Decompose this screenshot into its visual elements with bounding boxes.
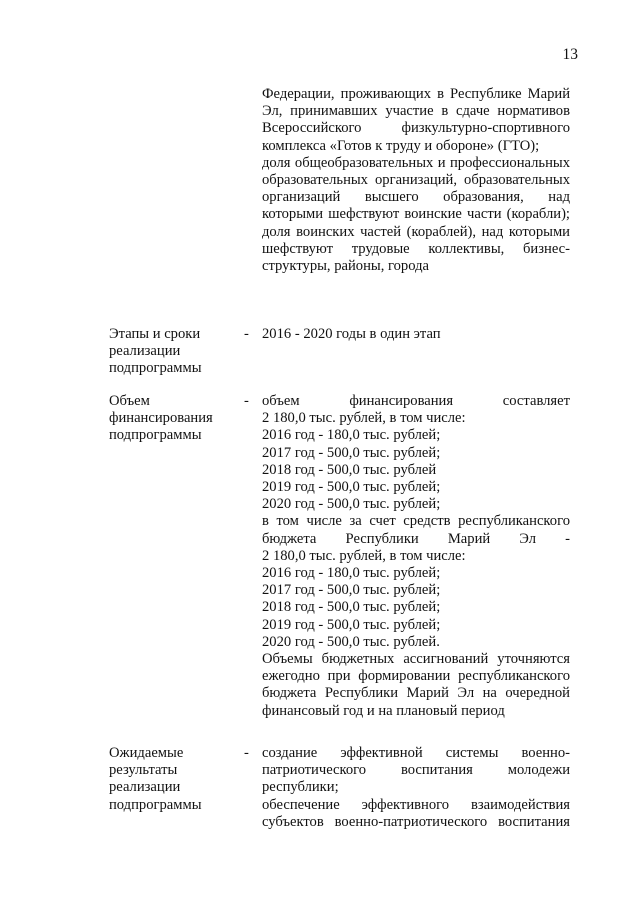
- financing-year-2016: 2016 год - 180,0 тыс. рублей;: [262, 427, 441, 444]
- financing-republic-year-2019: 2019 год - 500,0 тыс. рублей;: [262, 616, 441, 633]
- financing-republic-year-2018: 2018 год - 500,0 тыс. рублей;: [262, 599, 441, 616]
- row-content-results: [262, 745, 570, 831]
- intro-paragraph-1: Федерации, проживающих в Республике Марий Эл, принимавших участие в сдаче нормативов Всероссийского физкультурно-спортивного комплекса «Готов к труду и обороне» (ГТО);: [262, 86, 570, 154]
- intro-content: [262, 86, 570, 275]
- financing-year-2017: 2017 год - 500,0 тыс. рублей;: [262, 444, 441, 461]
- financing-lead: объем финансирования составляет: [262, 393, 570, 409]
- financing-year-2018: 2018 год - 500,0 тыс. рублей: [262, 461, 437, 478]
- financing-republic-funds: в том числе за счет средств республиканского бюджета Республики Марий Эл -: [262, 513, 570, 547]
- financing-note: Объемы бюджетных ассигнований уточняются ежегодно при формировании республиканского бюджета Республики Марий Эл на очередной финансовый год и на плановый период: [262, 651, 570, 719]
- financing-republic-total: 2 180,0 тыс. рублей, в том числе:: [262, 547, 466, 564]
- row-dash-results: -: [244, 745, 249, 761]
- row-dash-financing: -: [244, 393, 249, 409]
- row-label-stages: Этапы и сроки реализации подпрограммы: [109, 326, 202, 377]
- intro-paragraph-2: доля общеобразовательных и профессиональных образовательных организаций, образовательных организаций высшего образования, над которыми шефствуют воинские части (корабли);: [262, 154, 570, 223]
- results-paragraph-1: создание эффективной системы военно-патриотического воспитания молодежи республики;: [262, 745, 570, 796]
- row-label-results: Ожидаемые результаты реализации подпрограммы: [109, 745, 202, 813]
- financing-republic-year-2017: 2017 год - 500,0 тыс. рублей;: [262, 582, 441, 599]
- financing-year-2020: 2020 год - 500,0 тыс. рублей;: [262, 496, 441, 513]
- financing-year-2019: 2019 год - 500,0 тыс. рублей;: [262, 479, 441, 496]
- financing-republic-year-2020: 2020 год - 500,0 тыс. рублей.: [262, 633, 440, 650]
- financing-total: 2 180,0 тыс. рублей, в том числе:: [262, 410, 466, 427]
- row-content-stages: [262, 326, 570, 343]
- row-content-financing: [262, 393, 570, 720]
- stages-text: 2016 - 2020 годы в один этап: [262, 326, 441, 342]
- row-dash-stages: -: [244, 326, 249, 342]
- financing-republic-year-2016: 2016 год - 180,0 тыс. рублей;: [262, 565, 441, 582]
- results-paragraph-2: обеспечение эффективного взаимодействия субъектов военно-патриотического воспитания: [262, 796, 570, 830]
- page-number: 13: [562, 46, 578, 63]
- intro-paragraph-3: доля воинских частей (кораблей), над которыми шефствуют трудовые коллективы, бизнес-структуры, районы, города: [262, 223, 570, 275]
- row-label-financing: Объем финансирования подпрограммы: [109, 393, 213, 444]
